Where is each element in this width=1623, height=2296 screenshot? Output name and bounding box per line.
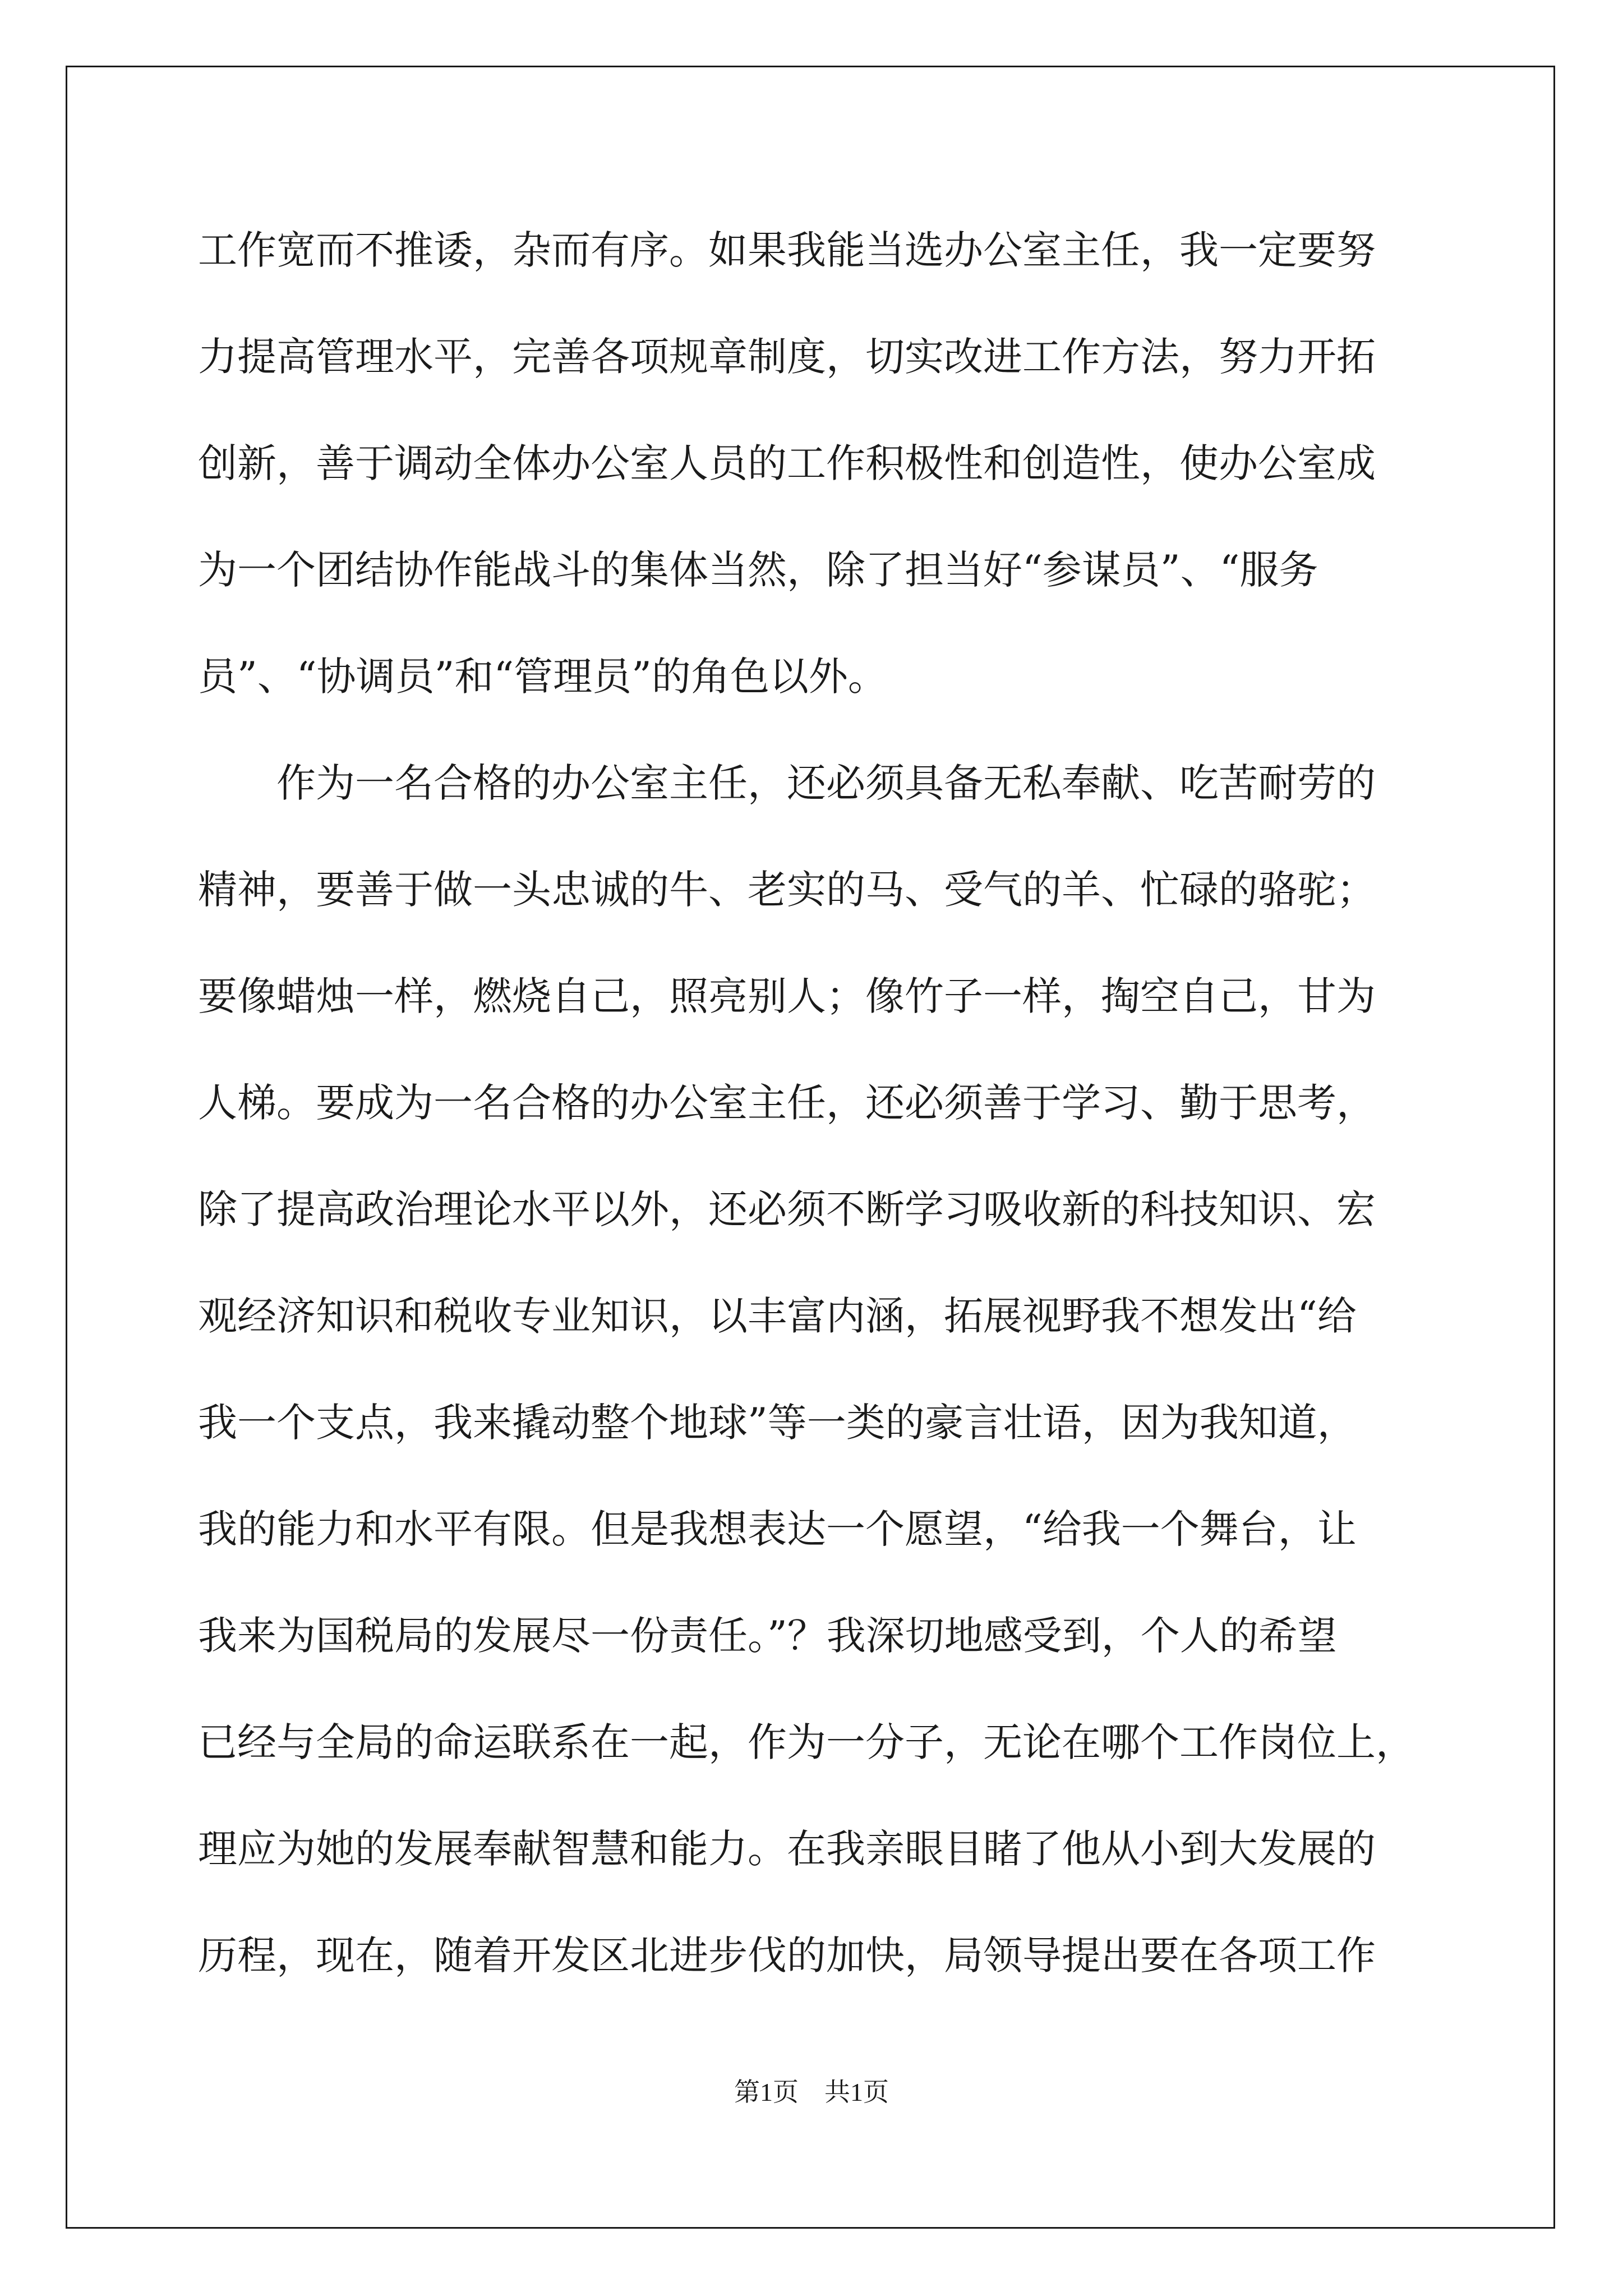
text-line: 人梯。要成为一名合格的办公室主任，还必须善于学习、勤于思考， [198, 1080, 1376, 1126]
text-line: 已经与全局的命运联系在一起，作为一分子，无论在哪个工作岗位上， [198, 1719, 1415, 1765]
text-line: 员”、“协调员”和“管理员”的角色以外。 [198, 654, 887, 700]
paragraph-first-line: 作为一名合格的办公室主任，还必须具备无私奉献、吃苦耐劳的 [276, 760, 1376, 806]
text-line: 要像蜡烛一样，燃烧自己，照亮别人；像竹子一样，掏空自己，甘为 [198, 973, 1376, 1019]
page-footer [0, 2076, 1623, 2109]
text-line: 我的能力和水平有限。但是我想表达一个愿望，“给我一个舞台，让 [198, 1506, 1357, 1552]
text-line: 工作宽而不推诿，杂而有序。如果我能当选办公室主任，我一定要努 [198, 227, 1376, 273]
page-number-total: 共1页 [824, 2078, 889, 2106]
text-line: 理应为她的发展奉献智慧和能力。在我亲眼目睹了他从小到大发展的 [198, 1826, 1376, 1872]
text-line: 创新，善于调动全体办公室人员的工作积极性和创造性，使办公室成 [198, 440, 1376, 486]
text-line: 力提高管理水平，完善各项规章制度，切实改进工作方法，努力开拓 [198, 334, 1376, 380]
text-line: 我来为国税局的发展尽一份责任。”？我深切地感受到，个人的希望 [198, 1613, 1337, 1659]
text-line: 历程，现在，随着开发区北进步伐的加快，局领导提出要在各项工作 [198, 1932, 1376, 1978]
text-line: 我一个支点，我来撬动整个地球”等一类的豪言壮语，因为我知道， [198, 1400, 1357, 1446]
text-line: 精神，要善于做一头忠诚的牛、老实的马、受气的羊、忙碌的骆驼； [198, 867, 1376, 913]
text-line: 除了提高政治理论水平以外，还必须不断学习吸收新的科技知识、宏 [198, 1186, 1376, 1232]
page-number-current: 第1页 [734, 2078, 799, 2106]
text-line: 为一个团结协作能战斗的集体当然，除了担当好“参谋员”、“服务 [198, 547, 1318, 593]
text-line: 观经济知识和税收专业知识，以丰富内涵，拓展视野我不想发出“给 [198, 1293, 1357, 1339]
